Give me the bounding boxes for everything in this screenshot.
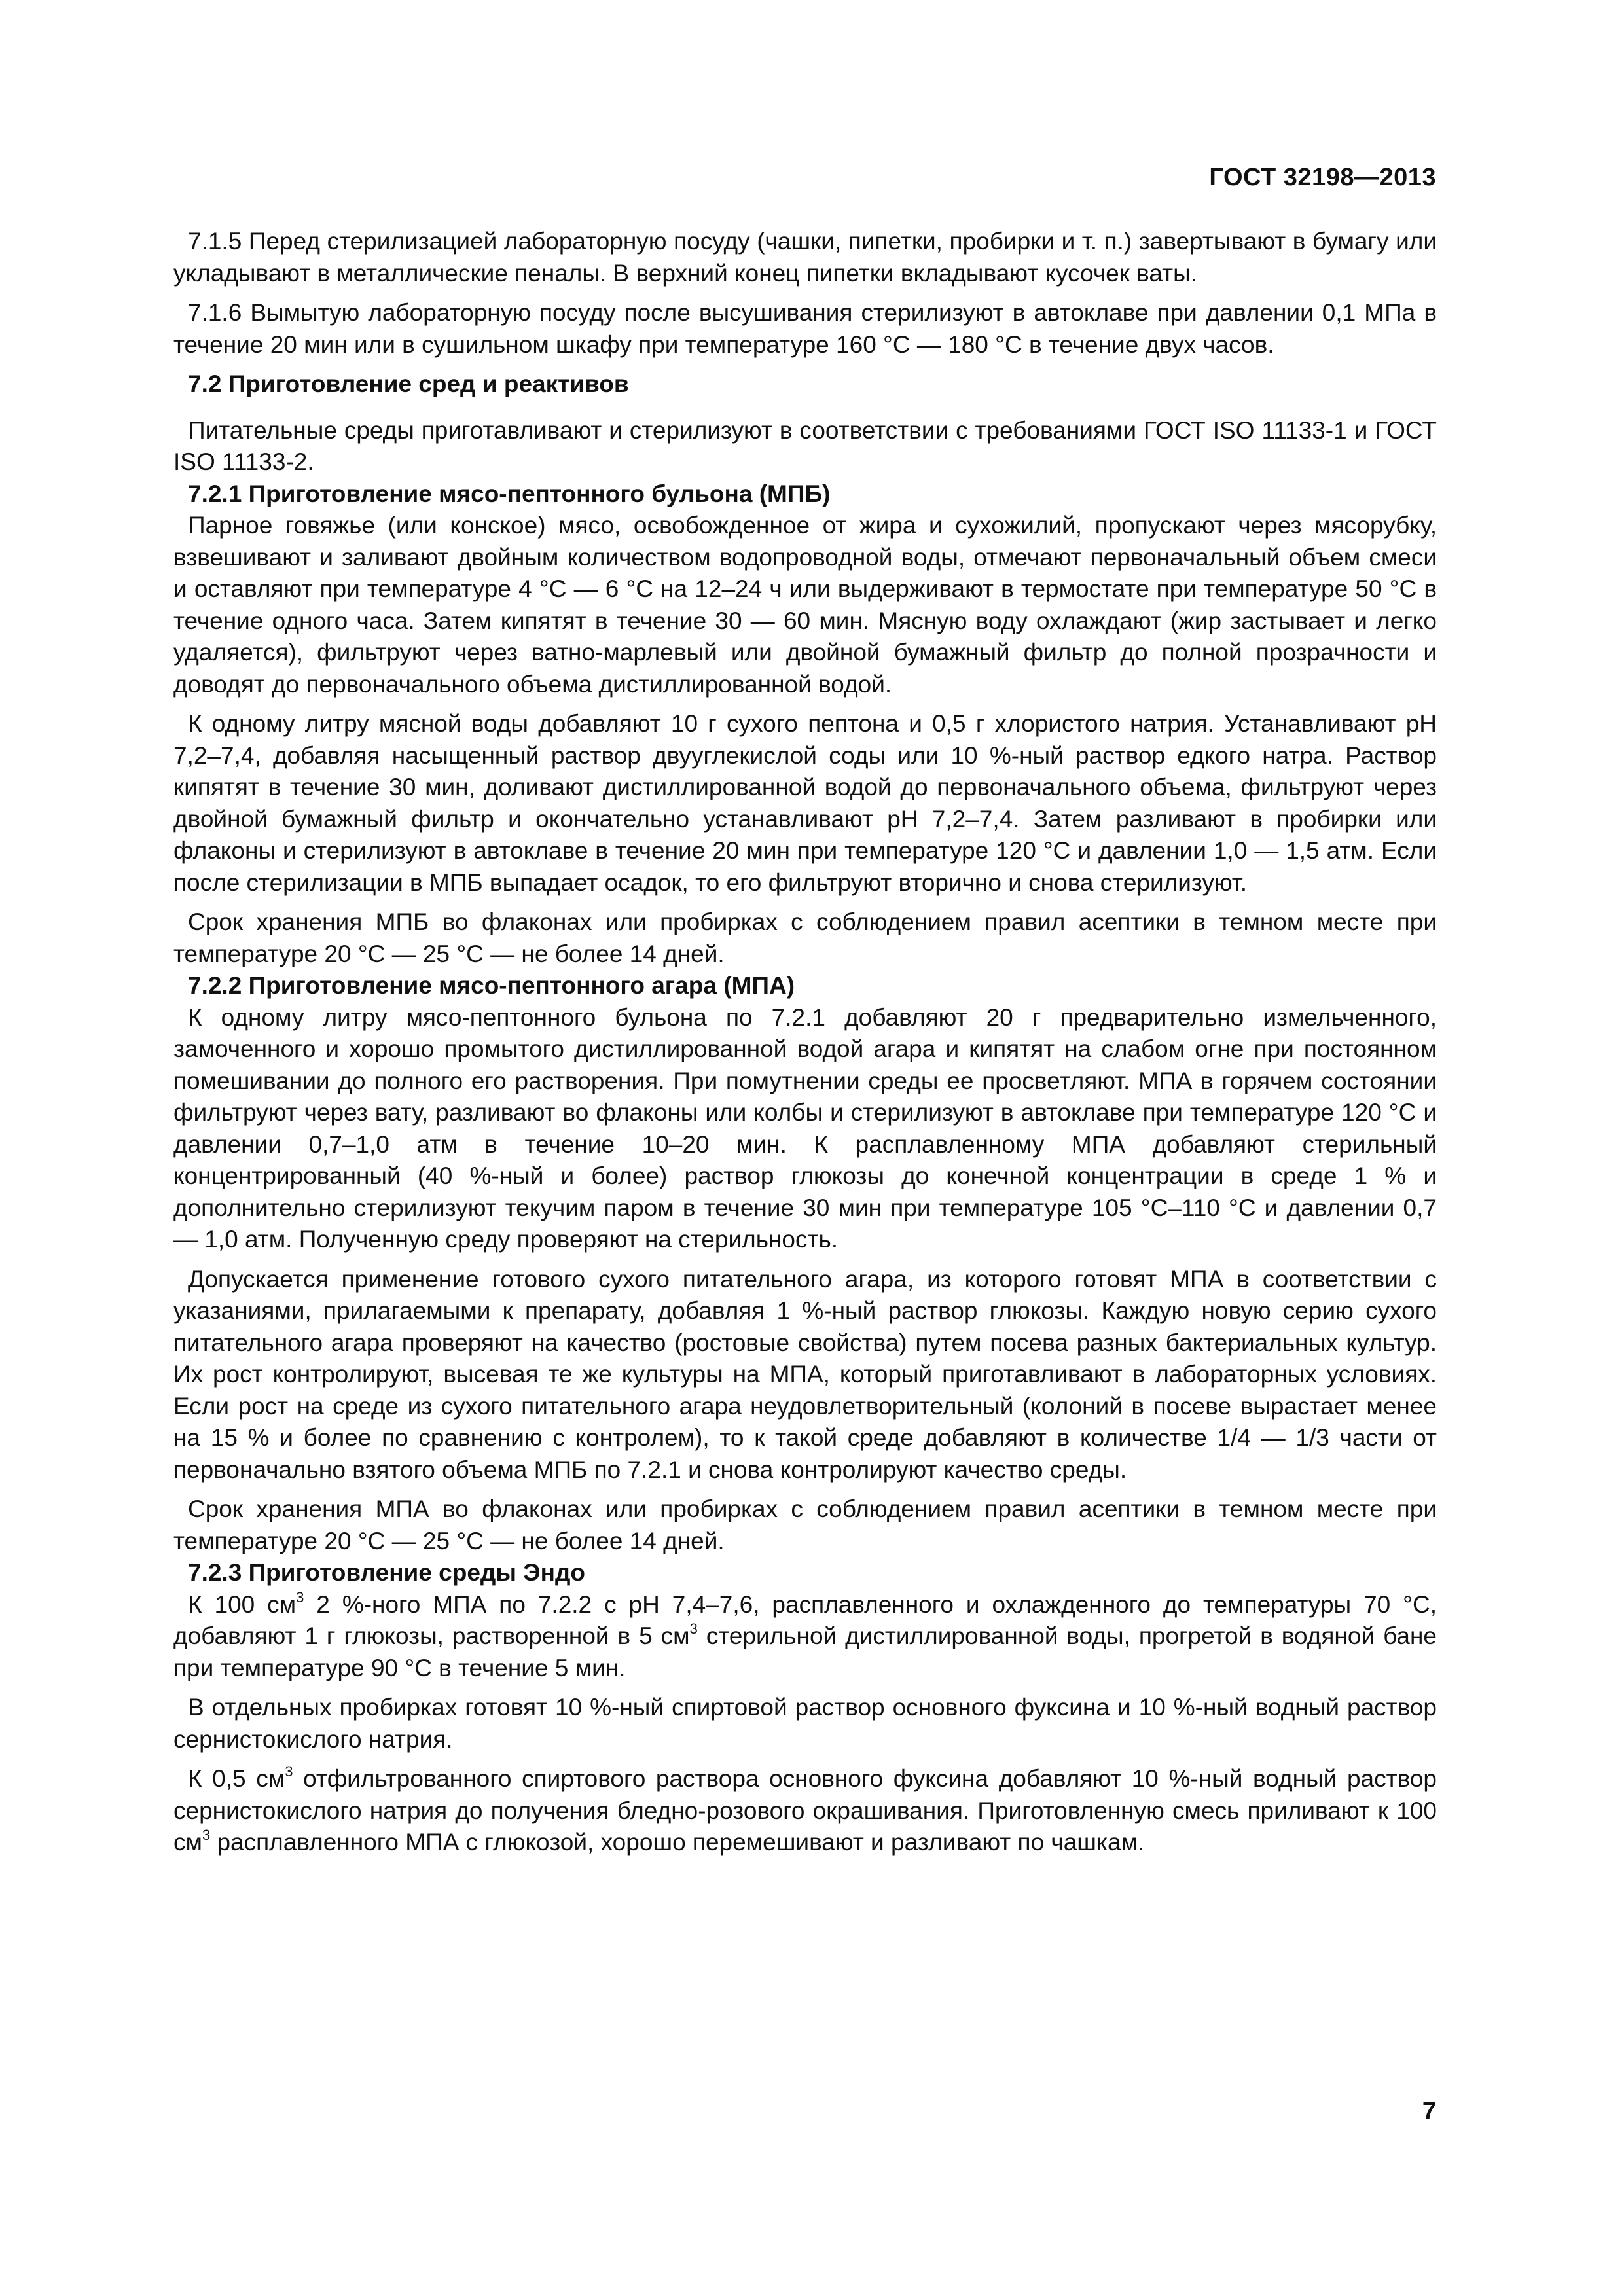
paragraph-7-2-3-a xyxy=(173,1589,1437,1685)
text-run: стерильной дистиллированной воды, прогретой в водяной бане при температуре 90 °С в течение 5 мин. xyxy=(173,1623,1437,1681)
paragraph-7-2-3-c xyxy=(173,1763,1437,1859)
text-run: К 100 см xyxy=(188,1590,297,1618)
paragraph-7-2-2-a: К одному литру мясо-пептонного бульона по 7.2.1 добавляют 20 г предварительно измельченного, замоченного и хорошо промытого дистиллированной водой агара и кипятят на слабом огне при постоянном помешивании до полного его растворения. При помутнении среды ее просветляют. МПА в горячем состоянии фильтруют через вату, разливают во флаконы или колбы и стерилизуют в автоклаве при температуре 120 °С и давлении 0,7–1,0 атм в течение 10–20 мин. К расплавленному МПА добавляют стерильный концентрированный (40 %-ный и более) раствор глюкозы до конечной концентрации в среде 1 % и дополнительно стерилизуют текучим паром в течение 30 мин при температуре 105 °С–110 °С и давлении 0,7 — 1,0 атм. Полученную среду проверяют на стерильность. xyxy=(173,1003,1437,1253)
text-run: К 0,5 см xyxy=(188,1765,285,1792)
paragraph-7-2-3-b: В отдельных пробирках готовят 10 %-ный спиртовой раствор основного фуксина и 10 %-ный водный раствор сернистокислого натрия. xyxy=(173,1694,1437,1753)
page-body xyxy=(173,226,1437,1867)
text-run: отфильтрованного спиртового раствора основного фуксина добавляют 10 %-ный водный раствор сернистокислого натрия до получения бледно-розового окрашивания. Приготовленную смесь приливают к 100 см xyxy=(173,1765,1437,1856)
paragraph-7-2-2-b: Допускается применение готового сухого питательного агара, из которого готовят МПА в соответствии с указаниями, прилагаемыми к препарату, добавляя 1 %-ный раствор глюкозы. Каждую новую серию сухого питательного агара проверяют на качество (ростовые свойства) путем посева разных бактериальных культур. Их рост контролируют, высевая те же культуры на МПА, который приготавливают в лабораторных условиях. Если рост на среде из сухого питательного агара неудовлетворительный (колоний в посеве вырастает менее на 15 % и более по сравнению с контролем), то к такой среде добавляют в количестве 1/4 — 1/3 части от первоначально взятого объема МПБ по 7.2.1 и снова контролируют качество среды. xyxy=(173,1265,1437,1483)
section-heading-7-2: 7.2 Приготовление сред и реактивов xyxy=(188,370,629,397)
text-run: 2 %-ного МПА по 7.2.2 с pH 7,4–7,6, расплавленного и охлажденного до температуры 70 °С, добавляют 1 г глюкозы, растворенной в 5 см xyxy=(173,1590,1437,1649)
superscript: 3 xyxy=(202,1827,211,1843)
document-id: ГОСТ 32198—2013 xyxy=(1209,164,1436,191)
subsection-heading-7-2-3: 7.2.3 Приготовление среды Эндо xyxy=(188,1559,586,1586)
subsection-heading-7-2-1: 7.2.1 Приготовление мясо-пептонного бульона (МПБ) xyxy=(188,480,831,507)
superscript: 3 xyxy=(689,1621,698,1637)
text-run: расплавленного МПА с глюкозой, хорошо перемешивают и разливают по чашкам. xyxy=(210,1829,1145,1856)
paragraph-7-2: Питательные среды приготавливают и стерилизуют в соответствии с требованиями ГОСТ ISO 11133-1 и ГОСТ ISO 11133-2. xyxy=(173,416,1437,475)
subsection-heading-7-2-2: 7.2.2 Приготовление мясо-пептонного агара (МПА) xyxy=(188,972,795,999)
paragraph-7-2-2-c: Срок хранения МПА во флаконах или пробирках с соблюдением правил асептики в темном месте при температуре 20 °С — 25 °С — не более 14 дней. xyxy=(173,1496,1437,1554)
superscript: 3 xyxy=(296,1588,304,1605)
paragraph-7-2-1-b: К одному литру мясной воды добавляют 10 г сухого пептона и 0,5 г хлористого натрия. Устанавливают pH 7,2–7,4, добавляя насыщенный раствор двууглекислой соды или 10 %-ный раствор едкого натра. Раствор кипятят в течение 30 мин, доливают дистиллированной водой до первоначального объема, фильтруют через двойной бумажный фильтр и окончательно устанавливают pH 7,2–7,4. Затем разливают в пробирки или флаконы и стерилизуют в автоклаве в течение 20 мин при температуре 120 °С и давлении 1,0 — 1,5 атм. Если после стерилизации в МПБ выпадает осадок, то его фильтруют вторично и снова стерилизуют. xyxy=(173,710,1437,896)
page-number: 7 xyxy=(1422,2098,1436,2125)
paragraph-7-1-6: 7.1.6 Вымытую лабораторную посуду после высушивания стерилизуют в автоклаве при давлении 0,1 МПа в течение 20 мин или в сушильном шкафу при температуре 160 °С — 180 °С в течение двух часов. xyxy=(173,299,1437,358)
superscript: 3 xyxy=(285,1763,293,1780)
paragraph-7-2-1-c: Срок хранения МПБ во флаконах или пробирках с соблюдением правил асептики в темном месте при температуре 20 °С — 25 °С — не более 14 дней. xyxy=(173,908,1437,967)
paragraph-7-2-1-a: Парное говяжье (или конское) мясо, освобожденное от жира и сухожилий, пропускают через мясорубку, взвешивают и заливают двойным количеством водопроводной воды, отмечают первоначальный объем смеси и оставляют при температуре 4 °С — 6 °С на 12–24 ч или выдерживают в термостате при температуре 50 °С в течение одного часа. Затем кипятят в течение 30 — 60 мин. Мясную воду охлаждают (жир застывает и легко удаляется), фильтруют через ватно-марлевый или двойной бумажный фильтр до полной прозрачности и доводят до первоначального объема дистиллированной водой. xyxy=(173,512,1437,698)
paragraph-7-1-5: 7.1.5 Перед стерилизацией лабораторную посуду (чашки, пипетки, пробирки и т. п.) завертывают в бумагу или укладывают в металлические пеналы. В верхний конец пипетки вкладывают кусочек ваты. xyxy=(173,228,1437,287)
